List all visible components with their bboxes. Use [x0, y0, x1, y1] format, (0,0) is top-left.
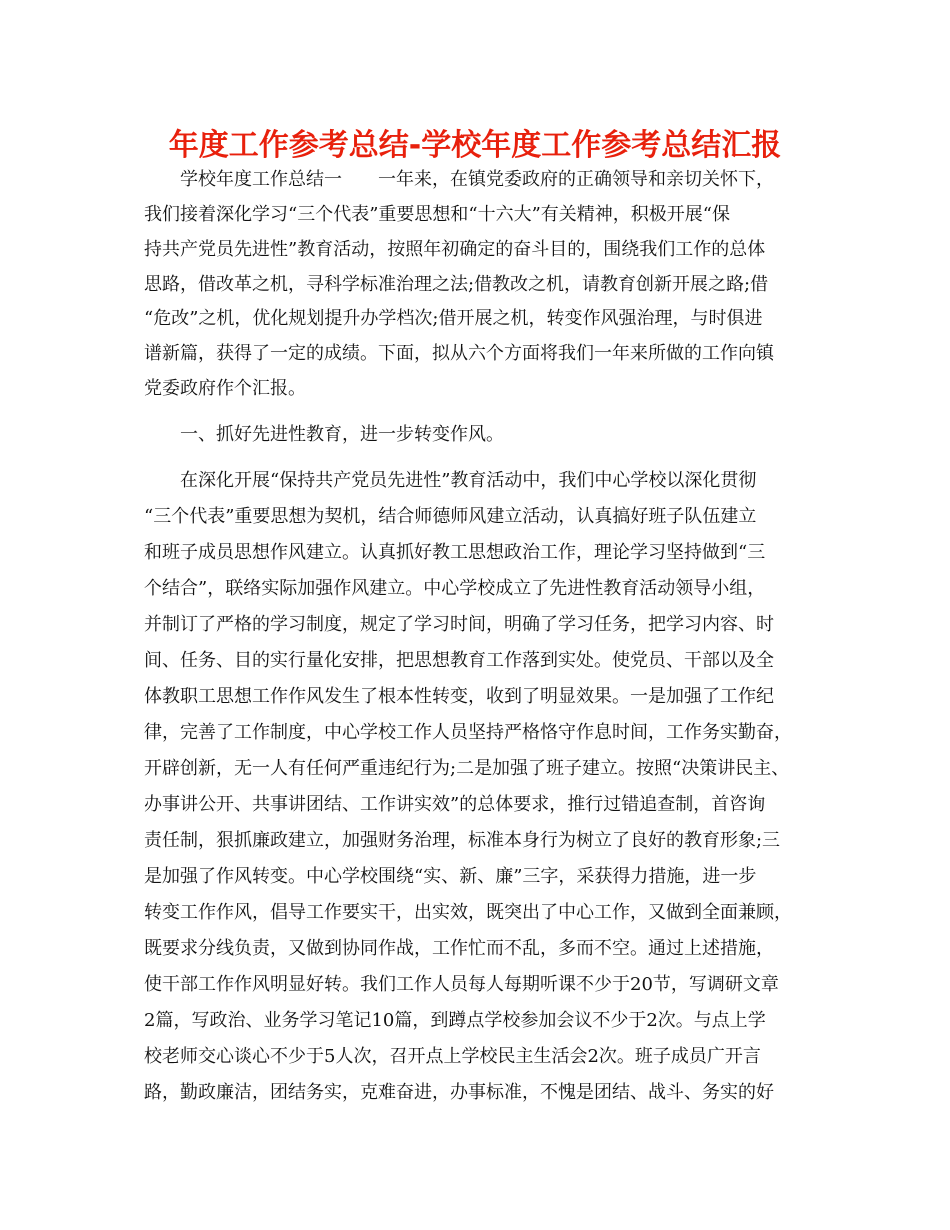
paragraph-line: 既要求分线负责，又做到协同作战，工作忙而不乱，多而不空。通过上述措施， — [144, 938, 774, 959]
paragraph-line: 学校年度工作总结一 一年来，在镇党委政府的正确领导和亲切关怀下， — [180, 169, 774, 190]
paragraph-line: 使干部工作作风明显好转。我们工作人员每人每期听课不少于20节，写调研文章 — [144, 974, 779, 995]
paragraph-line: 责任制，狠抓廉政建立，加强财务治理，标准本身行为树立了良好的教育形象;三 — [144, 830, 781, 851]
paragraph-line: 路，勤政廉洁，团结务实，克难奋进，办事标准，不愧是团结、战斗、务实的好 — [144, 1082, 774, 1103]
paragraph-line: 在深化开展“保持共产党员先进性”教育活动中，我们中心学校以深化贯彻 — [180, 470, 757, 491]
paragraph-line: 开辟创新，无一人有任何严重违纪行为;二是加强了班子建立。按照“决策讲民主、 — [144, 758, 790, 779]
paragraph-line: 体教职工思想工作作风发生了根本性转变，收到了明显效果。一是加强了工作纪 — [144, 686, 774, 707]
paragraph-line: 我们接着深化学习“三个代表”重要思想和“十六大”有关精神，积极开展“保 — [144, 204, 731, 225]
paragraph-line: 谱新篇，获得了一定的成绩。下面，拟从六个方面将我们一年来所做的工作向镇 — [144, 343, 774, 364]
paragraph-line: 个结合”，联络实际加强作风建立。中心学校成立了先进性教育活动领导小组， — [144, 578, 766, 599]
paragraph-line: 律，完善了工作制度，中心学校工作人员坚持严格恪守作息时间，工作务实勤奋， — [144, 722, 792, 743]
paragraph-line: 办事讲公开、共事讲团结、工作讲实效”的总体要求，推行过错追查制，首咨询 — [144, 794, 766, 815]
paragraph-line: 和班子成员思想作风建立。认真抓好教工思想政治工作，理论学习坚持做到“三 — [144, 542, 766, 563]
paragraph-line: 转变工作作风，倡导工作要实干，出实效，既突出了中心工作，又做到全面兼顾， — [144, 902, 792, 923]
paragraph-line: 并制订了严格的学习制度，规定了学习时间，明确了学习任务，把学习内容、时 — [144, 614, 774, 635]
document-title: 年度工作参考总结-学校年度工作参考总结汇报 — [168, 128, 782, 163]
paragraph-line: 思路，借改革之机，寻科学标准治理之法;借教改之机，请教育创新开展之路;借 — [144, 274, 769, 295]
paragraph-line: 校老师交心谈心不少于5人次，召开点上学校民主生活会2次。班子成员广开言 — [144, 1046, 761, 1067]
paragraph-line: “危改”之机，优化规划提升办学档次;借开展之机，转变作风强治理，与时俱进 — [144, 308, 763, 329]
paragraph-line: 党委政府作个汇报。 — [144, 378, 306, 399]
paragraph-line: 间、任务、目的实行量化安排，把思想教育工作落到实处。使党员、干部以及全 — [144, 650, 774, 671]
paragraph-line: 是加强了作风转变。中心学校围绕“实、新、廉”三字，采获得力措施，进一步 — [144, 866, 757, 887]
paragraph-line: 持共产党员先进性”教育活动，按照年初确定的奋斗目的，围绕我们工作的总体 — [144, 239, 766, 260]
paragraph-line: 2篇，写政治、业务学习笔记10篇，到蹲点学校参加会议不少于2次。与点上学 — [144, 1010, 766, 1031]
section-heading: 一、抓好先进性教育，进一步转变作风。 — [180, 424, 504, 445]
paragraph-line: “三个代表”重要思想为契机，结合师德师风建立活动，认真搞好班子队伍建立 — [144, 506, 757, 527]
